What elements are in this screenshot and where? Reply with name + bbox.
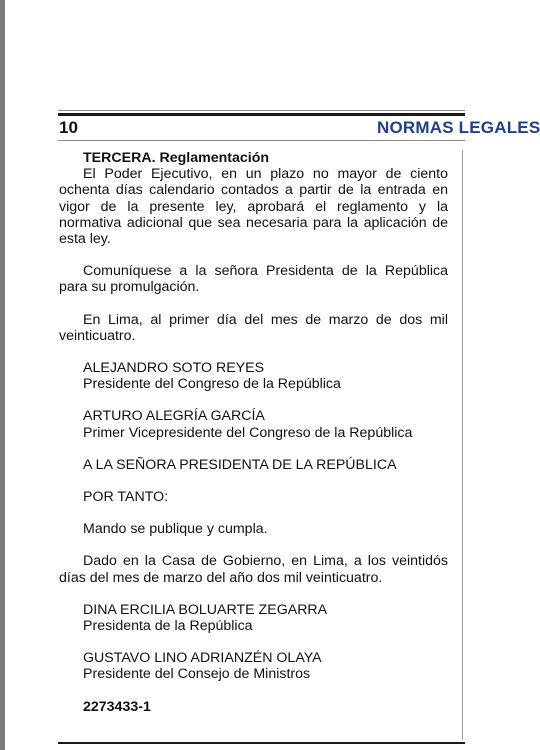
signature-congress-president (59, 360, 448, 392)
newspaper-page (5, 0, 540, 750)
signatory-role: Presidente del Consejo de Ministros (83, 666, 311, 683)
mando-line: Mando se publique y cumpla. (83, 521, 268, 538)
section-heading: TERCERA. Reglamentación (83, 150, 270, 166)
top-rule-thick (58, 113, 465, 116)
document-code: 2273433-1 (83, 698, 151, 715)
publication-section-title: NORMAS LEGALES (377, 118, 540, 137)
signatory-role: Presidenta de la República (83, 618, 253, 635)
signature-council-president (59, 650, 448, 682)
signatory-name: GUSTAVO LINO ADRIANZÉN OLAYA (83, 650, 322, 667)
paragraph-comuniquese: Comuníquese a la señora Presidenta de la República para su promulgación. (59, 263, 448, 296)
header-rule (58, 140, 465, 141)
signatory-name: ALEJANDRO SOTO REYES (83, 360, 265, 377)
addressee-line: A LA SEÑORA PRESIDENTA DE LA REPÚBLICA (83, 456, 397, 473)
signatory-name: ARTURO ALEGRÍA GARCÍA (83, 408, 265, 425)
por-tanto-line: POR TANTO: (83, 489, 169, 506)
signature-president-republic (59, 602, 448, 634)
bottom-rule (58, 742, 465, 744)
signatory-name: DINA ERCILIA BOLUARTE ZEGARRA (83, 601, 328, 618)
signatory-role: Presidente del Congreso de la República (83, 376, 341, 393)
paragraph-en-lima: En Lima, al primer día del mes de marzo de dos mil veinticuatro. (59, 311, 448, 344)
signature-congress-vicepresident (59, 408, 448, 440)
article-column (59, 150, 448, 715)
paragraph-reglamentacion: El Poder Ejecutivo, en un plazo no mayor de ciento ochenta días calendario contados a partir de la entrada en vigor de la presente ley, aprobará el reglamento y la normativa adicional que sea necesaria para la aplicación de esta ley. (59, 166, 448, 248)
top-rule-thin (58, 110, 465, 111)
column-divider (462, 150, 463, 740)
page-number: 10 (59, 118, 78, 137)
signatory-role: Primer Vicepresidente del Congreso de la República (83, 424, 413, 441)
paragraph-dado-en: Dado en la Casa de Gobierno, en Lima, a los veintidós días del mes de marzo del año dos mil veinticuatro. (59, 553, 448, 586)
